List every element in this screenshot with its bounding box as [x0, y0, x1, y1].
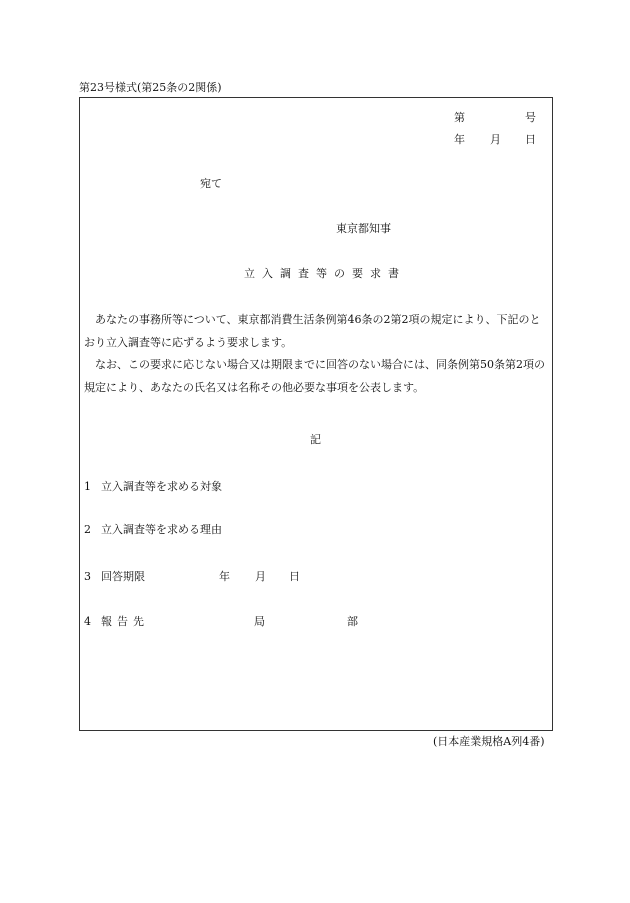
deadline-year: 年	[219, 570, 230, 583]
item-number: 4	[84, 615, 91, 628]
item-number: 1	[84, 480, 91, 493]
item-label-reason: 立入調査等を求める理由	[101, 523, 222, 536]
item-label-deadline: 回答期限	[101, 570, 145, 583]
ki-heading: 記	[310, 433, 321, 446]
form-number-label: 第23号様式(第25条の2関係)	[79, 81, 222, 94]
paper-size-note: (日本産業規格A列4番)	[433, 735, 545, 748]
item-number: 2	[84, 523, 91, 536]
report-to-bureau: 局	[254, 615, 265, 628]
body-paragraph-1: あなたの事務所等について、東京都消費生活条例第46条の2第2項の規定により、下記のとおり立入調査等に応ずるよう要求します。	[84, 313, 541, 349]
document-number-suffix: 号	[525, 111, 536, 124]
document-date-day: 日	[525, 133, 536, 146]
item-label-report-to: 報告先	[101, 615, 149, 628]
deadline-day: 日	[289, 570, 300, 583]
document-title: 立入調査等の要求書	[244, 267, 406, 280]
body-paragraph-2: なお、この要求に応じない場合又は期限までに回答のない場合には、同条例第50条第2項の規定により、あなたの氏名又は名称その他必要な事項を公表します。	[84, 358, 545, 394]
report-to-department: 部	[347, 615, 358, 628]
document-date-year: 年	[454, 133, 465, 146]
deadline-month: 月	[255, 570, 266, 583]
issuer: 東京都知事	[336, 222, 391, 235]
item-label-target: 立入調査等を求める対象	[101, 480, 222, 493]
item-number: 3	[84, 570, 91, 583]
document-date-month: 月	[490, 133, 501, 146]
document-number-prefix: 第	[454, 111, 465, 124]
form-frame	[79, 97, 553, 731]
addressee: 宛て	[200, 177, 222, 190]
